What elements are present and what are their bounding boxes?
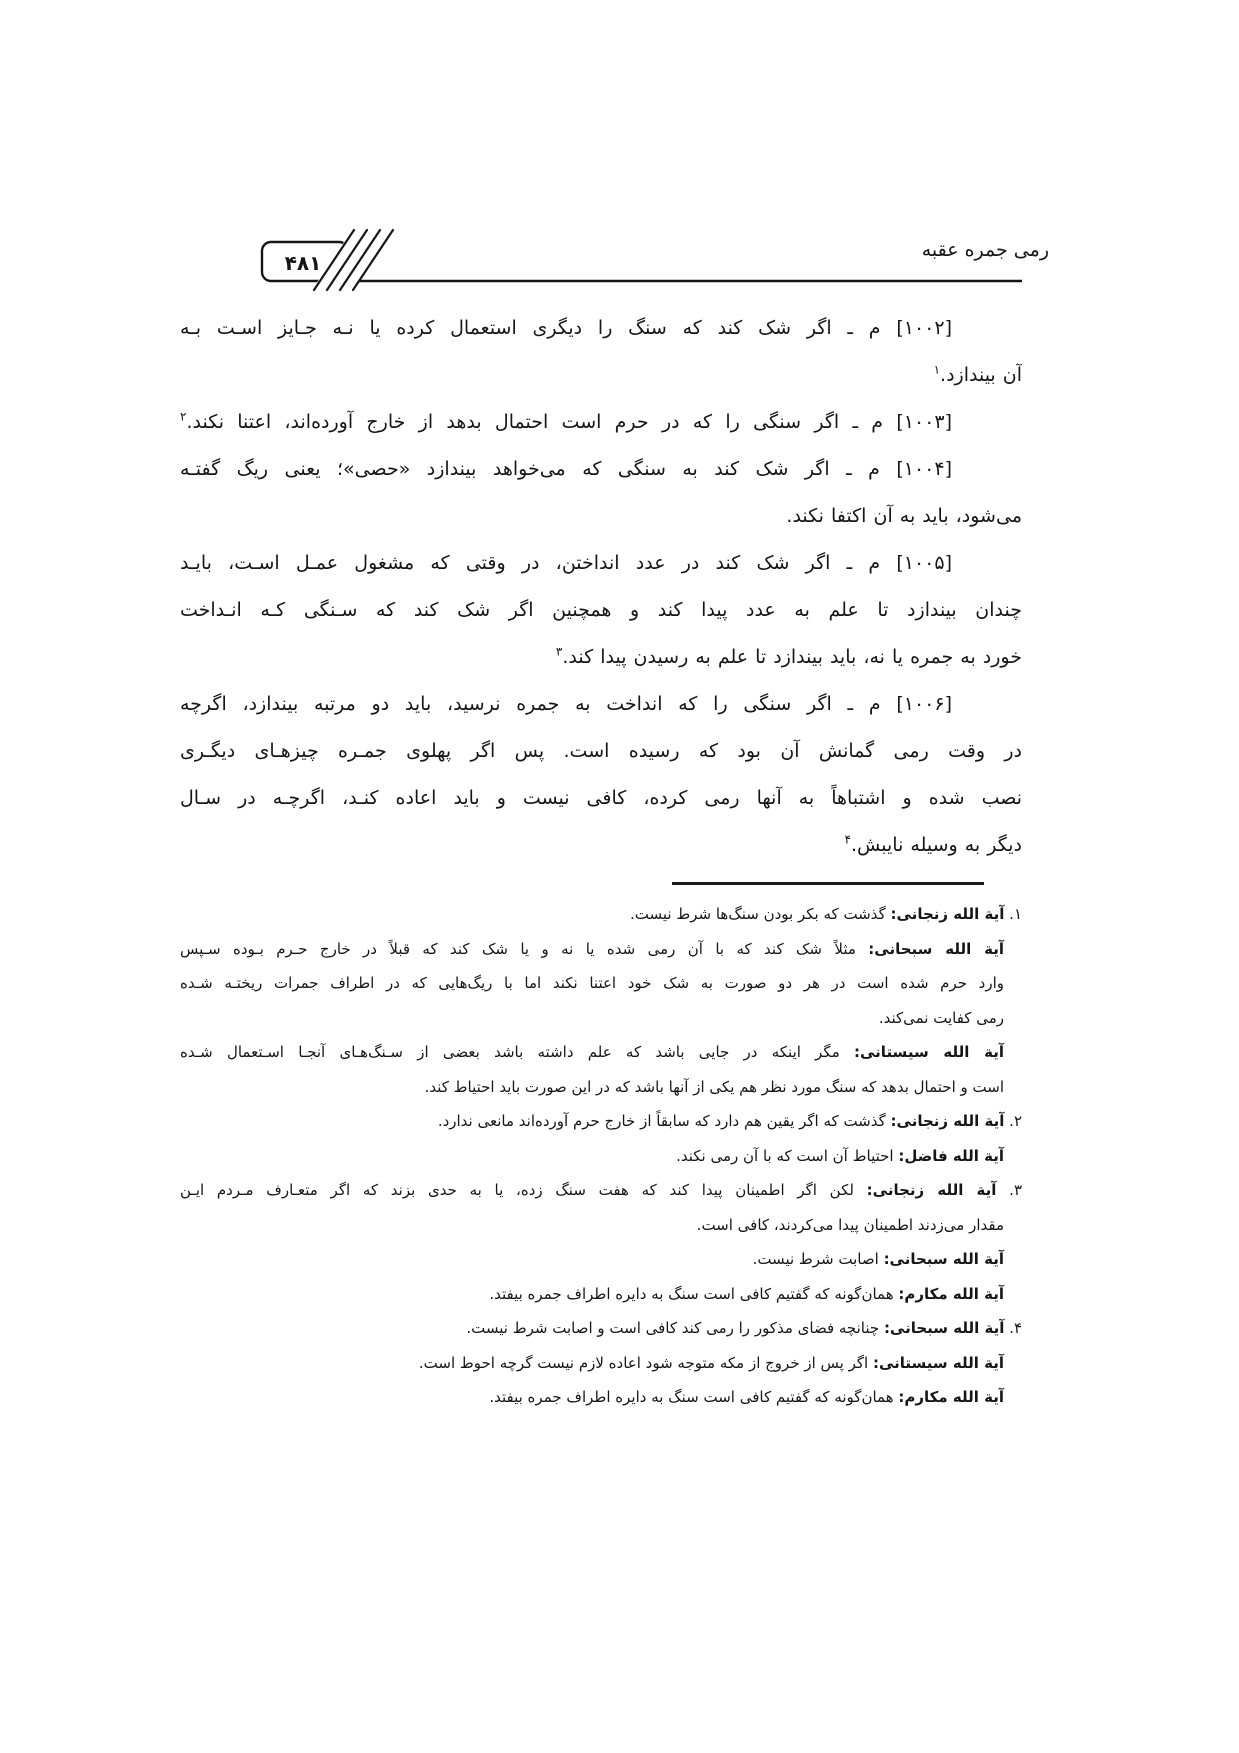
line-text: دیگر به وسیله نایبش. [851, 834, 1022, 856]
footnote-text: مگر اینکه در جایی باشد که علم داشته باشد بعضی از سـنگ‌هـای آنجـا اسـتعمال شـده [180, 1043, 840, 1061]
footnote-number: ۴. [1009, 1319, 1022, 1337]
ayatollah-name: آیة الله سیستانی: [872, 1353, 1004, 1372]
page-number: ۴۸۱ [284, 251, 322, 275]
main-text [180, 305, 1022, 869]
footnote-text: لکن اگر اطمینان پیدا کند که هفت سنگ زده، یا به حدی بزند که اگر متعـارف مـردم ایـن [180, 1181, 854, 1199]
ayatollah-name: آیة الله مکارم: [898, 1284, 1004, 1303]
footnote-text: احتیاط آن است که با آن رمی نکند. [676, 1146, 894, 1165]
text-line [180, 493, 1022, 540]
footnote-text: اگر پس از خروج از مکه متوجه شود اعاده لازم نیست گرچه احوط است. [418, 1353, 869, 1372]
line-text: می‌شود، باید به آن اکتفا نکند. [786, 505, 1022, 527]
ayatollah-name: آیة الله سیستانی: [854, 1043, 1004, 1061]
line-text: در وقت رمی گمانش آن بود که رسیده است. پس اگر پهلوی جمـره چیزهـای دیگـری [180, 740, 1022, 762]
text-line [180, 822, 1022, 869]
footnote-text: است و احتمال بدهد که سنگ مورد نظر هم یکی از آنها باشد که در این صورت باید احتیاط کند. [424, 1077, 1004, 1096]
ayatollah-name: آیة الله فاضل: [898, 1146, 1004, 1165]
footnote-line [180, 897, 1022, 932]
line-text: خورد به جمره یا نه، باید بیندازد تا علم به رسیدن پیدا کند. [562, 646, 1022, 668]
ayatollah-name: آیة الله مکارم: [898, 1388, 1004, 1406]
footnote-text: رمی کفایت نمی‌کند. [878, 1008, 1004, 1027]
text-line [180, 540, 1022, 587]
footnote-separator [672, 882, 984, 885]
footnote-line [180, 1380, 1022, 1415]
footnote-text: گذشت که بکر بودن سنگ‌ها شرط نیست. [630, 905, 886, 923]
footnote-line [180, 1173, 1022, 1208]
ayatollah-name: آیة الله سبحانی: [883, 1319, 1005, 1337]
footnote-ref: ۳ [555, 644, 563, 659]
footnote-line [180, 1035, 1022, 1070]
text-line [180, 587, 1022, 634]
line-text: نصب شده و اشتباهاً به آنها رمی کرده، کافی نیست و باید اعاده کنـد، اگرچـه در سـال [180, 787, 1022, 809]
footnote-ref: ۴ [844, 832, 851, 847]
page-header-ornament [170, 228, 1040, 298]
footnote-line [180, 1070, 1022, 1105]
text-line [180, 728, 1022, 775]
footnote-text: وارد حرم شده است در هر دو صورت به شک خود اعتنا نکند اما با ریگ‌هایی که در اطراف جمرات ریختـه شـده [180, 974, 1004, 992]
ayatollah-name: آیة الله سبحانی: [883, 1250, 1004, 1268]
footnote-text: گذشت که اگر یقین هم دارد که سابقاً از خارج حرم آورده‌اند مانعی ندارد. [437, 1112, 886, 1130]
line-text: چندان بیندازد تا علم به عدد پیدا کند و همچنین اگر شک کند که سـنگی کـه انـداخت [180, 599, 1022, 621]
footnote-number: ۱. [1009, 905, 1022, 923]
footnote-text: همان‌گونه که گفتیم کافی است سنگ به دایره اطراف جمره بیفتد. [489, 1284, 894, 1303]
text-line [180, 305, 1022, 352]
ayatollah-name: آیة الله زنجانی: [866, 1181, 997, 1199]
footnote-line [180, 966, 1022, 1001]
text-line [180, 446, 1022, 493]
text-line [180, 352, 1022, 399]
footnote-text: چنانچه فضای مذکور را رمی کند کافی است و اصابت شرط نیست. [466, 1319, 880, 1337]
text-line [180, 634, 1022, 681]
footnote-line [180, 1104, 1022, 1139]
footnote-text: اصابت شرط نیست. [752, 1250, 879, 1268]
footnote-line [180, 1346, 1022, 1381]
ayatollah-name: آیة الله زنجانی: [890, 905, 1005, 923]
line-text: [۱۰۰۲] م ـ اگر شک کند که سنگ را دیگری استعمال کرده یا نـه جـایز اسـت بـه [180, 317, 952, 339]
footnote-number: ۲. [1009, 1112, 1022, 1130]
footnote-text: همان‌گونه که گفتیم کافی است سنگ به دایره اطراف جمره بیفتد. [489, 1388, 894, 1406]
line-text: آن بیندازد. [940, 364, 1022, 386]
line-text: [۱۰۰۵] م ـ اگر شک کند در عدد انداختن، در وقتی که مشغول عمـل اسـت، بایـد [180, 552, 952, 574]
footnote-ref: ۱ [933, 362, 941, 377]
footnote-number: ۳. [1009, 1181, 1022, 1199]
footnote-text: مثلاً شک کند که با آن رمی شده یا نه و یا شک کند که قبلاً در خارج حـرم بـوده سـپس [180, 939, 856, 958]
line-text: [۱۰۰۶] م ـ اگر سنگی را که انداخت به جمره نرسید، باید دو مرتبه بیندازد، اگرچه [180, 693, 952, 715]
text-line [180, 399, 1022, 446]
footnote-line [180, 1139, 1022, 1174]
footnote-text: مقدار می‌زدند اطمینان پیدا می‌کردند، کافی است. [696, 1215, 1004, 1234]
footnote-ref: ۲ [180, 409, 187, 424]
ayatollah-name: آیة الله زنجانی: [890, 1112, 1005, 1130]
footnote-line [180, 932, 1022, 967]
footnote-line [180, 1311, 1022, 1346]
footnote-line [180, 1001, 1022, 1036]
footnote-line [180, 1242, 1022, 1277]
line-text: [۱۰۰۴] م ـ اگر شک کند به سنگی که می‌خواهد بیندازد «حصی»؛ یعنی ریگ گفتـه [180, 458, 952, 480]
ayatollah-name: آیة الله سبحانی: [868, 939, 1004, 958]
line-text: [۱۰۰۳] م ـ اگر سنگی را که در حرم است احتمال بدهد از خارج آورده‌اند، اعتنا نکند. [186, 411, 952, 433]
footnote-line [180, 1208, 1022, 1243]
text-line [180, 681, 1022, 728]
text-line [180, 775, 1022, 822]
footnote-line [180, 1277, 1022, 1312]
footnotes [180, 897, 1022, 1415]
running-title: رمی جمره عقبه [921, 239, 1049, 261]
